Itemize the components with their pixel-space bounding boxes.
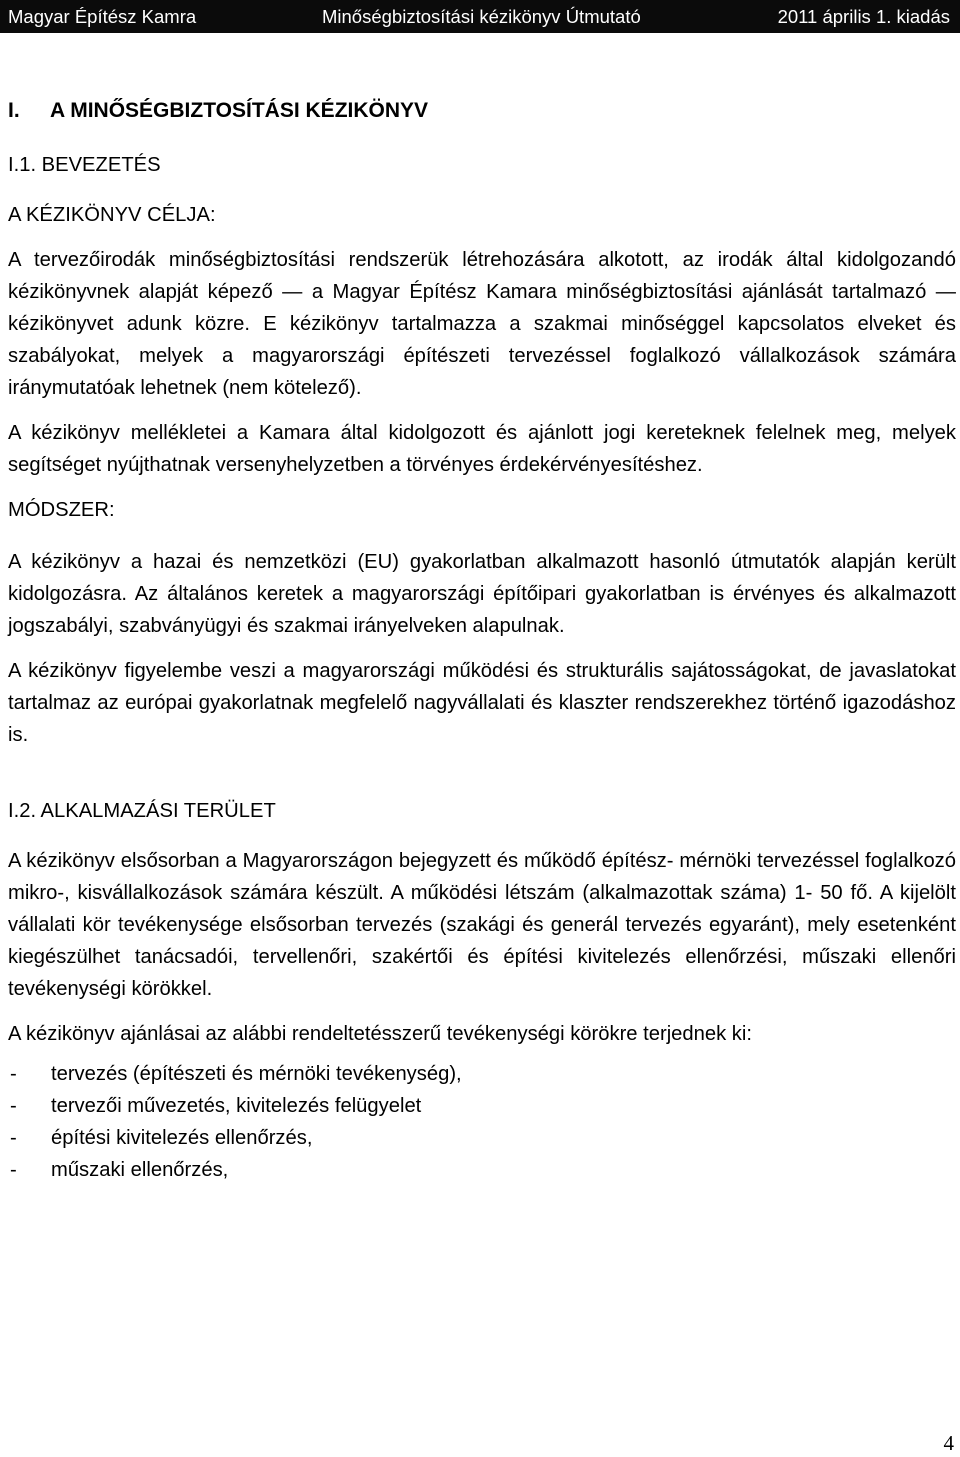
list-item: [8, 1090, 956, 1122]
chapter-title: [8, 95, 956, 127]
purpose-label: A KÉZIKÖNYV CÉLJA:: [8, 204, 216, 226]
page-number: 4: [943, 1431, 954, 1455]
chapter-title-text: A MINŐSÉGBIZTOSÍTÁSI KÉZIKÖNYV: [50, 99, 429, 122]
page-header: [0, 0, 960, 33]
list-bullet: -: [10, 1159, 17, 1181]
list-bullet: -: [10, 1127, 17, 1149]
paragraph-scope-2: A kézikönyv ajánlásai az alábbi rendeltetésszerű tevékenységi körökre terjednek ki:: [8, 1023, 752, 1045]
section-title-introduction: I.1. BEVEZETÉS: [8, 154, 161, 176]
paragraph-purpose-2: A kézikönyv mellékletei a Kamara által kidolgozott és ajánlott jogi kereteknek felelnek meg, melyek segítséget nyújthatnak versenyhelyzetben a törvényes érdekérvényesítéshez.: [8, 422, 956, 476]
list-item-text: tervezői művezetés, kivitelezés felügyelet: [51, 1095, 422, 1117]
paragraph-purpose-1: A tervezőirodák minőségbiztosítási rendszerük létrehozására alkotott, az irodák által kidolgozandó kézikönyvnek alapját képező — a Magyar Építész Kamara minőségbiztosítási ajánlását tartalmazó — kézikönyvet adunk közre. E kézikönyv tartalmazza a szakmai minőséggel kapcsolatos elveket és szabályokat, melyek a magyarországi építészeti tervezéssel foglalkozó vállalkozások számára iránymutatóak lehetnek (nem kötelező).: [8, 249, 956, 399]
list-item: [8, 1154, 956, 1186]
header-document-title: Minőségbiztosítási kézikönyv Útmutató: [322, 6, 641, 27]
method-label: MÓDSZER:: [8, 499, 115, 521]
page-content: [8, 95, 956, 1186]
chapter-number: I.: [8, 99, 20, 122]
activity-list: [8, 1058, 956, 1186]
list-item-text: tervezés (építészeti és mérnöki tevékenység),: [51, 1063, 462, 1085]
list-item: [8, 1058, 956, 1090]
list-item-text: műszaki ellenőrzés,: [51, 1159, 229, 1181]
header-edition: 2011 április 1. kiadás: [777, 6, 950, 27]
list-bullet: -: [10, 1095, 17, 1117]
header-organization: Magyar Építész Kamra: [8, 6, 197, 27]
list-bullet: -: [10, 1063, 17, 1085]
section-title-scope: I.2. ALKALMAZÁSI TERÜLET: [8, 800, 276, 822]
paragraph-scope-1: A kézikönyv elsősorban a Magyarországon bejegyzett és működő építész- mérnöki tervezéssel foglalkozó mikro-, kisvállalkozások számára készült. A működési létszám (alkalmazottak száma) 1- 50 fő. A kijelölt vállalati kör tevékenysége elsősorban tervezés (szakági és generál tervezés egyaránt), mely esetenként kiegészülhet tanácsadói, tervellenőri, szakértői és építési kivitelezés ellenőrzési, műszaki ellenőri tevékenységi körökkel.: [8, 850, 956, 1000]
paragraph-method-1: A kézikönyv a hazai és nemzetközi (EU) gyakorlatban alkalmazott hasonló útmutatók alapján került kidolgozásra. Az általános keretek a magyarországi építőipari gyakorlatban is érvényes és alkalmazott jogszabályi, szabványügyi és szakmai irányelveken alapulnak.: [8, 551, 956, 637]
list-item-text: építési kivitelezés ellenőrzés,: [51, 1127, 313, 1149]
paragraph-method-2: A kézikönyv figyelembe veszi a magyarországi működési és strukturális sajátosságokat, de javaslatokat tartalmaz az európai gyakorlatnak megfelelő nagyvállalati és klaszter rendszerekhez történő igazodáshoz is.: [8, 660, 956, 746]
list-item: [8, 1122, 956, 1154]
